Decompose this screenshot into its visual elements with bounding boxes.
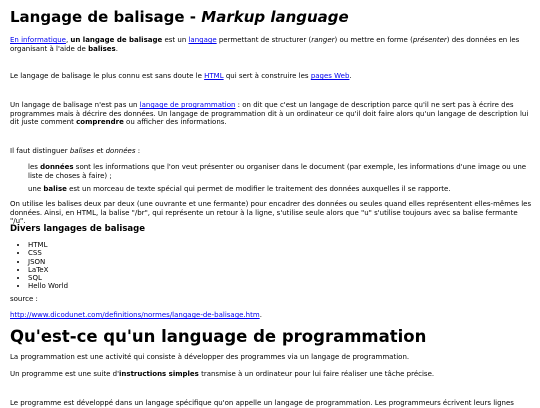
link-html[interactable]: HTML [204, 72, 224, 80]
list-item: • CSS [28, 249, 68, 257]
list-item: • Hello World [28, 282, 68, 290]
section-heading-programmation: Qu'est-ce qu'un language de programmation [10, 327, 427, 346]
not-programming-paragraph: Un langage de balisage n'est pas un langage de programmation : on dit que c'est un langage de description parce qu'il ne sert pas à écrire des programmes mais à décrire des données. Un langage de programmation dit à un ordinateur ce qu'il doit faire alors qu'un langage de description lui dit juste comment comprendre ou afficher des informations. [10, 101, 529, 126]
list-item: • HTML [28, 241, 68, 249]
page-title: Langage de balisage - Markup language [10, 8, 349, 26]
list-item: • LaTeX [28, 266, 68, 274]
source-link[interactable]: http://www.dicodunet.com/definitions/normes/langage-de-balisage.htm [10, 311, 260, 319]
language-list [10, 241, 68, 291]
definition-tag: une balise est un morceau de texte spécial qui permet de modifier le traitement des données auxquelles il se rapporte. [28, 185, 451, 193]
link-langage[interactable]: langage [188, 36, 217, 44]
usage-paragraph: On utilise les balises deux par deux (une ouvrante et une fermante) pour encadrer des données ou seules quand elles représentent elles-mêmes les données. Ainsi, en HTML, la balise "/br", qui représente un retour à la ligne, s'utilise seule alors que "u" s'utilise toujours avec sa balise fermante "/u". [10, 200, 532, 225]
prog-paragraph-3: Le programme est développé dans un langage spécifique qu'on appelle un langage de programmation. Les programmeurs écrivent leurs lignes [10, 399, 514, 407]
prog-paragraph-1: La programmation est une activité qui consiste à développer des programmes via un langage de programmation. [10, 353, 410, 361]
list-item: • JSON [28, 258, 68, 266]
intro-paragraph: En informatique, un langage de balisage est un langage permettant de structurer (ranger) ou mettre en forme (présenter) des données en les organisant à l'aide de balises. [10, 36, 520, 53]
source-label: source : [10, 295, 38, 303]
link-langage-de-programmation[interactable]: langage de programmation [139, 101, 236, 109]
list-item: • SQL [28, 274, 68, 282]
prog-paragraph-2: Un programme est une suite d'instructions simples transmise à un ordinateur pour lui faire réaliser une tâche précise. [10, 370, 435, 378]
known-paragraph: Le langage de balisage le plus connu est sans doute le HTML qui sert à construire les pages Web. [10, 72, 352, 80]
source-paragraph: http://www.dicodunet.com/definitions/normes/langage-de-balisage.htm. [10, 311, 262, 319]
divers-heading: Divers langages de balisage [10, 224, 145, 234]
page-title-italic: Markup language [201, 8, 349, 26]
distinguish-paragraph: Il faut distinguer balises et données : [10, 147, 141, 155]
definition-data: les données sont les informations que l'on veut présenter ou organiser dans le document (par exemple, les informations d'une image ou une liste de choses à faire) ; [28, 163, 527, 180]
link-pages-web[interactable]: pages Web [310, 72, 350, 80]
link-en-informatique[interactable]: En informatique [10, 36, 66, 44]
